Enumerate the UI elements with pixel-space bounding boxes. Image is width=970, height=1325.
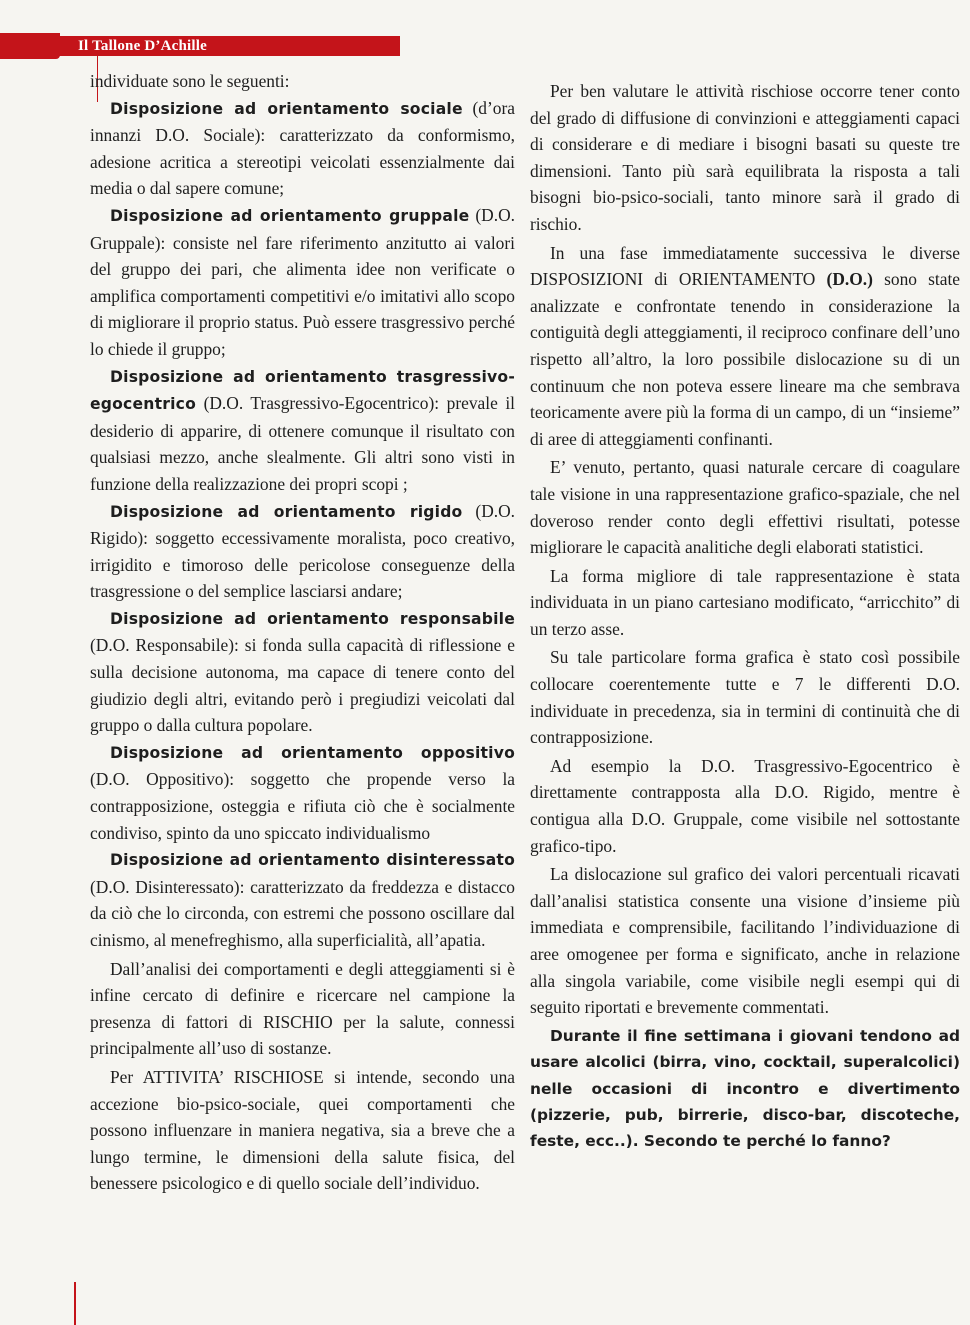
- definition-responsabile: [90, 605, 515, 739]
- definition-sociale: [90, 95, 515, 202]
- definition-gruppale: [90, 202, 515, 363]
- term: Disposizione ad orientamento rigido: [110, 502, 463, 521]
- paragraph: E’ venuto, pertanto, quasi naturale cercare di coagulare tale visione in una rappresentazione grafico-spaziale, che nel doveroso render conto degli effettivi risultati, potesse migliorare le capacità analitiche degli elaborati statistici.: [530, 457, 960, 558]
- definition-rigido: [90, 498, 515, 605]
- paragraph: Per ben valutare le attività rischiose occorre tener conto del grado di diffusione di convinzioni e atteggiamenti capaci di considerare e di mediare i bisogni basati su queste tre dimensioni. Tanto più sarà equilibrata la risposta a tali bisogni bio-psico-sociali, tanto minore sarà il grado di rischio.: [530, 81, 960, 234]
- definition-text: (D.O. Disinteressato): caratterizzato da freddezza e distacco da ciò che lo circonda, con estremi che possono oscillare dal cinismo, al menefreghismo, alla superficialità, all’apatia.: [90, 876, 515, 950]
- term: Disposizione ad orientamento trasgressivo-egocentrico: [90, 367, 515, 414]
- term: Disposizione ad orientamento gruppale: [110, 206, 470, 225]
- paragraph-text: sono state analizzate e confrontate tenendo in considerazione la contiguità degli atteggiamenti, il reciproco confinare dell’uno rispetto all’altro, la loro possibile dislocazione su di un continuum che non poteva essere lineare ma che sembrava teoricamente avere più la forma di un campo, di un “insieme” di aree di atteggiamenti confinanti.: [530, 269, 961, 449]
- paragraph: individuate sono le seguenti:: [90, 71, 290, 91]
- paragraph: La forma migliore di tale rappresentazione è stata individuata in un piano cartesiano modificato, “arricchito” di un terzo asse.: [530, 565, 960, 639]
- abbreviation: (D.O.): [826, 269, 873, 290]
- definition-disinteressato: [90, 846, 515, 953]
- survey-question: Durante il fine settimana i giovani tendono ad usare alcolici (birra, vino, cocktail, superalcolici) nelle occasioni di incontro e divertimento (pizzerie, pub, birrerie, disco-bar, discoteche, feste, ecc..). Secondo te perché lo fanno?: [530, 1026, 960, 1151]
- paragraph: Dall’analisi dei comportamenti e degli atteggiamenti si è infine cercato di definire e ricercare nel campione la presenza di fattori di RISCHIO per la salute, connessi principalmente all’uso di sostanze.: [90, 958, 515, 1059]
- definition-trasgressivo: [90, 363, 515, 498]
- paragraph: Su tale particolare forma grafica è stato così possibile collocare coerentemente tutte e 7 le differenti D.O. individuate in precedenza, sia in termini di continuità che di contrapposizione.: [530, 647, 960, 748]
- definition-text: (d’ora innanzi D.O. Sociale): caratterizzato da conformismo, adesione acritica a stereotipi veicolati essenzialmente dai media o dal sapere comune;: [90, 97, 515, 199]
- left-column: [90, 68, 515, 1197]
- paragraph: Per ATTIVITA’ RISCHIOSE si intende, secondo una accezione bio-psico-sociale, quei comportamenti che possono influenzare in maniera negativa, sia a breve che a lungo termine, le dimensioni della salute fisica, del benessere psicologico e di quello sociale dell’individuo.: [90, 1066, 515, 1194]
- definition-text: (D.O. Gruppale): consiste nel fare riferimento anzitutto ai valori del gruppo dei pari, che alimenta idee non verificate o amplifica comportamenti competitivi e/o imitativi allo scopo di migliorare il proprio status. Può essere trasgressivo perché lo chiede il gruppo;: [90, 204, 515, 359]
- term: Disposizione ad orientamento responsabile: [110, 609, 515, 628]
- definition-text: (D.O. Trasgressivo-Egocentrico): prevale il desiderio di apparire, di ottenere comunque il risultato con qualsiasi mezzo, anche slealmente. Gli altri sono visti in funzione della realizzazione dei propri scopi ;: [90, 393, 515, 494]
- term: Disposizione ad orientamento sociale: [110, 99, 463, 118]
- paragraph: La dislocazione sul grafico dei valori percentuali ricavati dall’analisi statistica consente una visione d’insieme più immediata e comprensibile, facilitando l’individuazione di aree omogenee per forma e significato, anche in relazione alla singola variabile, come visibile negli esempi qui di seguito riportati e brevemente commentati.: [530, 864, 960, 1018]
- running-header-title: Il Tallone D’Achille: [78, 38, 208, 54]
- term: Disposizione ad orientamento oppositivo: [110, 743, 515, 762]
- definition-text: (D.O. Oppositivo): soggetto che propende verso la contrapposizione, osteggia e rifiuta ciò che è socialmente condiviso, spinto da uno spiccato individualismo: [90, 769, 515, 843]
- right-column: [530, 78, 960, 1155]
- definition-text: (D.O. Rigido): soggetto eccessivamente moralista, poco creativo, irrigidito e timoroso delle pericolose conseguenze della trasgressione o del semplice lasciarsi andare;: [90, 500, 516, 602]
- header-bar: [0, 36, 400, 56]
- decorative-rule-bottom: [74, 1282, 76, 1325]
- definition-oppositivo: [90, 739, 515, 846]
- term: Disposizione ad orientamento disinteressato: [110, 851, 515, 870]
- definition-text: (D.O. Responsabile): si fonda sulla capacità di riflessione e sulla decisione autonoma, ma capace di tenere conto del giudizio degli altri, evitando però i pregiudizi veicolati dal gruppo o dalla cultura popolare.: [90, 635, 515, 736]
- paragraph: Ad esempio la D.O. Trasgressivo-Egocentrico è direttamente contrapposta alla D.O. Rigido, mentre è contigua alla D.O. Gruppale, come visibile nel sottostante grafico-tipo.: [530, 755, 960, 856]
- paragraph: [530, 240, 960, 453]
- paragraph-text: In una fase immediatamente successiva le diverse DISPOSIZIONI di ORIENTAMENTO: [530, 242, 960, 290]
